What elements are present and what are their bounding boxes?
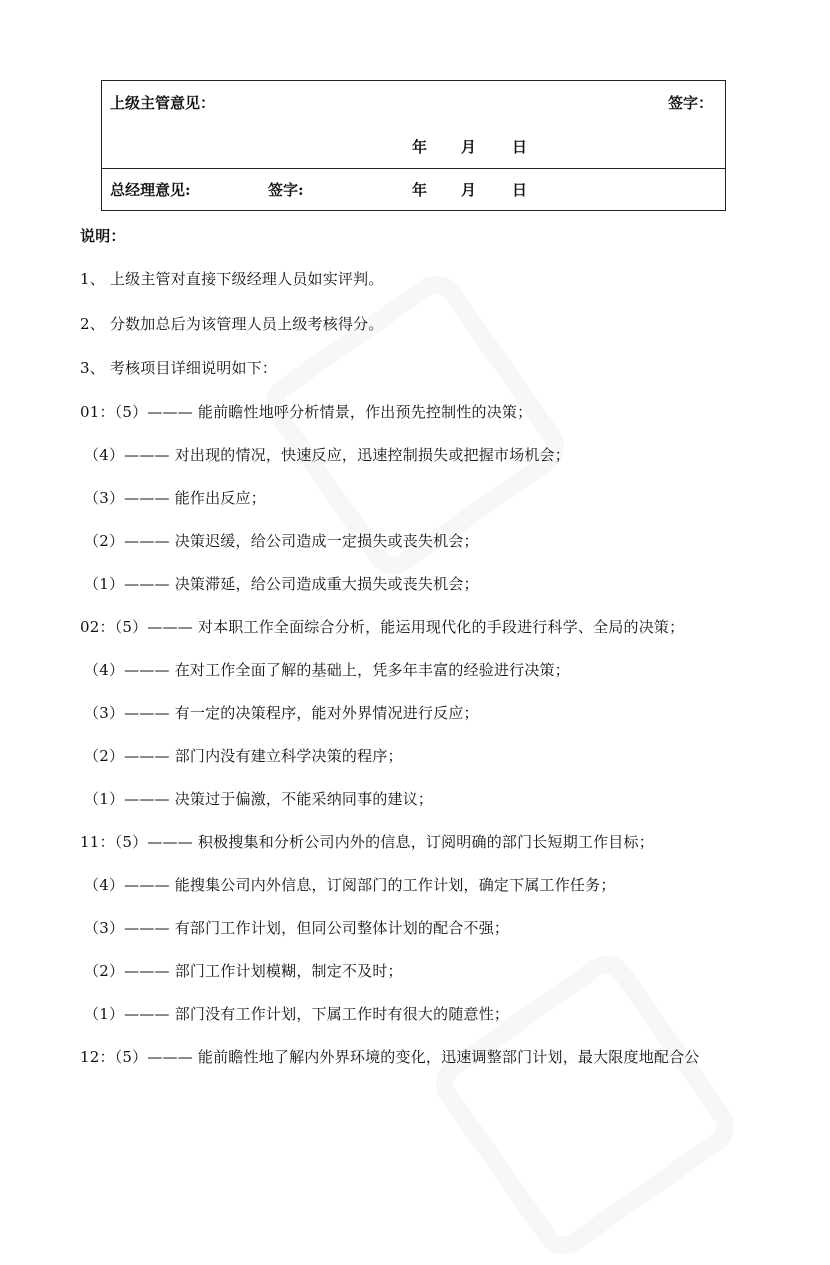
criterion-line: （3）——— 能作出反应； xyxy=(84,489,266,507)
criterion-line: 12：（5）——— 能前瞻性地了解内外界环境的变化，迅速调整部门计划，最大限度地配合公 xyxy=(80,1048,700,1066)
gm-date-year: 年 xyxy=(412,181,428,199)
criterion-line: （2）——— 部门工作计划模糊，制定不及时； xyxy=(84,962,403,980)
gm-opinion-label: 总经理意见: xyxy=(110,181,191,199)
criterion-line: （2）——— 决策迟缓，给公司造成一定损失或丧失机会； xyxy=(84,532,479,550)
gm-signature-label: 签字: xyxy=(268,181,304,199)
note-item: 3、 考核项目详细说明如下： xyxy=(80,359,278,377)
criterion-line: 01：（5）——— 能前瞻性地呼分析情景，作出预先控制性的决策； xyxy=(80,403,533,421)
notes-heading: 说明： xyxy=(80,227,126,245)
criterion-line: （4）——— 对出现的情况，快速反应，迅速控制损失或把握市场机会； xyxy=(84,446,570,464)
supervisor-opinion-label: 上级主管意见： xyxy=(110,94,216,112)
watermark xyxy=(470,990,700,1220)
criterion-line: 11：（5）——— 积极搜集和分析公司内外的信息，订阅明确的部门长短期工作目标； xyxy=(80,833,654,851)
gm-date-month: 月 xyxy=(461,181,477,199)
criterion-line: （3）——— 有部门工作计划，但同公司整体计划的配合不强； xyxy=(84,919,510,937)
criterion-line: （1）——— 决策滞延，给公司造成重大损失或丧失机会； xyxy=(84,575,479,593)
supervisor-opinion-row xyxy=(102,81,725,169)
supervisor-date-month: 月 xyxy=(461,138,477,156)
criterion-line: （1）——— 部门没有工作计划，下属工作时有很大的随意性； xyxy=(84,1005,510,1023)
criterion-line: （4）——— 能搜集公司内外信息，订阅部门的工作计划，确定下属工作任务； xyxy=(84,876,616,894)
criterion-line: （1）——— 决策过于偏激，不能采纳同事的建议； xyxy=(84,790,434,808)
gm-date-day: 日 xyxy=(512,181,528,199)
watermark xyxy=(300,310,530,540)
criterion-line: （4）——— 在对工作全面了解的基础上，凭多年丰富的经验进行决策； xyxy=(84,661,570,679)
criterion-line: 02：（5）——— 对本职工作全面综合分析，能运用现代化的手段进行科学、全局的决策； xyxy=(80,618,685,636)
supervisor-signature-label: 签字： xyxy=(668,94,714,112)
supervisor-date-year: 年 xyxy=(412,138,428,156)
note-item: 2、 分数加总后为该管理人员上级考核得分。 xyxy=(80,315,384,333)
criterion-line: （2）——— 部门内没有建立科学决策的程序； xyxy=(84,747,403,765)
gm-opinion-row xyxy=(102,168,725,210)
note-item: 1、 上级主管对直接下级经理人员如实评判。 xyxy=(80,270,384,288)
criterion-line: （3）——— 有一定的决策程序，能对外界情况进行反应； xyxy=(84,704,479,722)
supervisor-date-day: 日 xyxy=(512,138,528,156)
approval-table xyxy=(101,80,726,211)
